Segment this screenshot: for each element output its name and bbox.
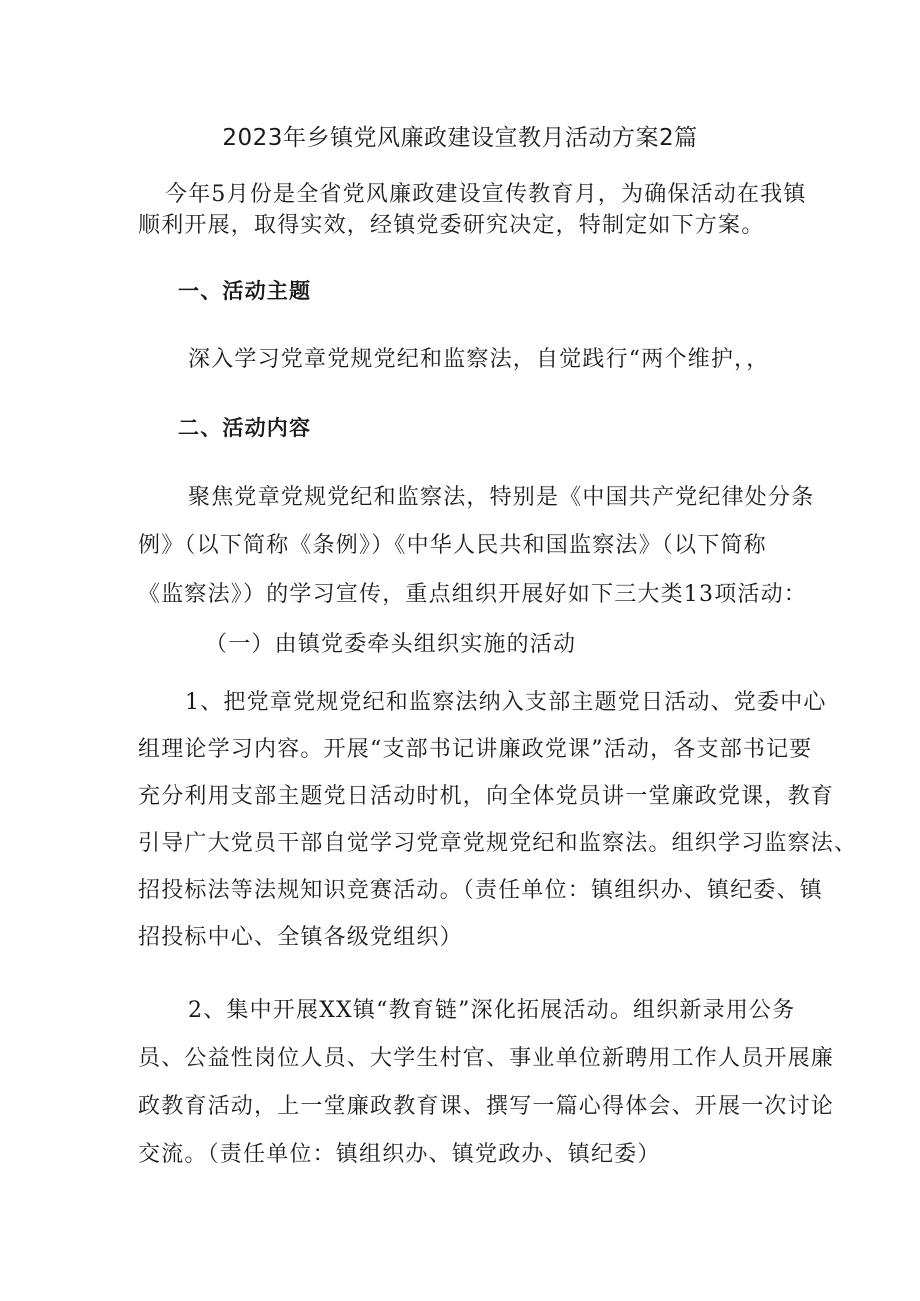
item1-line-1: 1、把党章党规党纪和监察法纳入支部主题党日活动、党委中心 xyxy=(185,690,827,715)
section2-body-line-2: 例》（以下简称《条例》）《中华人民共和国监察法》（以下简称 xyxy=(138,533,767,558)
item1-line-2: 组理论学习内容。开展“支部书记讲廉政党课”活动，各支部书记要 xyxy=(138,737,813,762)
document-title: 2023年乡镇党风廉政建设宣教月活动方案2篇 xyxy=(222,125,698,151)
section2-body-line-3: 《监察法》）的学习宣传，重点组织开展好如下三大类13项活动： xyxy=(138,582,807,607)
intro-line-1: 今年5月份是全省党风廉政建设宣传教育月，为确保活动在我镇 xyxy=(165,182,807,207)
item2-line-2: 员、公益性岗位人员、大学生村官、事业单位新聘用工作人员开展廉 xyxy=(138,1046,835,1071)
item2-line-1: 2、集中开展XX镇“教育链”深化拓展活动。组织新录用公务 xyxy=(188,998,796,1023)
item1-line-6: 招投标中心、全镇各级党组织） xyxy=(138,925,463,950)
item1-line-4: 引导广大党员干部自觉学习党章党规党纪和监察法。组织学习监察法、 xyxy=(138,831,858,856)
section1-body: 深入学习党章党规党纪和监察法，自觉践行“两个维护，， xyxy=(188,347,770,372)
intro-line-2: 顺利开展，取得实效，经镇党委研究决定，特制定如下方案。 xyxy=(138,213,765,238)
item2-line-4: 交流。（责任单位：镇组织办、镇党政办、镇纪委） xyxy=(138,1142,661,1167)
section2-body-line-1: 聚焦党章党规党纪和监察法，特别是《中国共产党纪律处分条 xyxy=(188,485,815,510)
section1-heading: 一、活动主题 xyxy=(178,279,312,303)
section2-heading: 二、活动内容 xyxy=(178,416,312,440)
item1-line-3: 充分利用支部主题党日活动时机，向全体党员讲一堂廉政党课，教育 xyxy=(138,784,835,809)
item1-line-5: 招投标法等法规知识竞赛活动。（责任单位：镇组织办、镇纪委、镇 xyxy=(138,878,824,903)
section2-subheading: （一）由镇党委牵头组织实施的活动 xyxy=(205,632,577,657)
item2-line-3: 政教育活动，上一堂廉政教育课、撰写一篇心得体会、开展一次讨论 xyxy=(138,1094,835,1119)
